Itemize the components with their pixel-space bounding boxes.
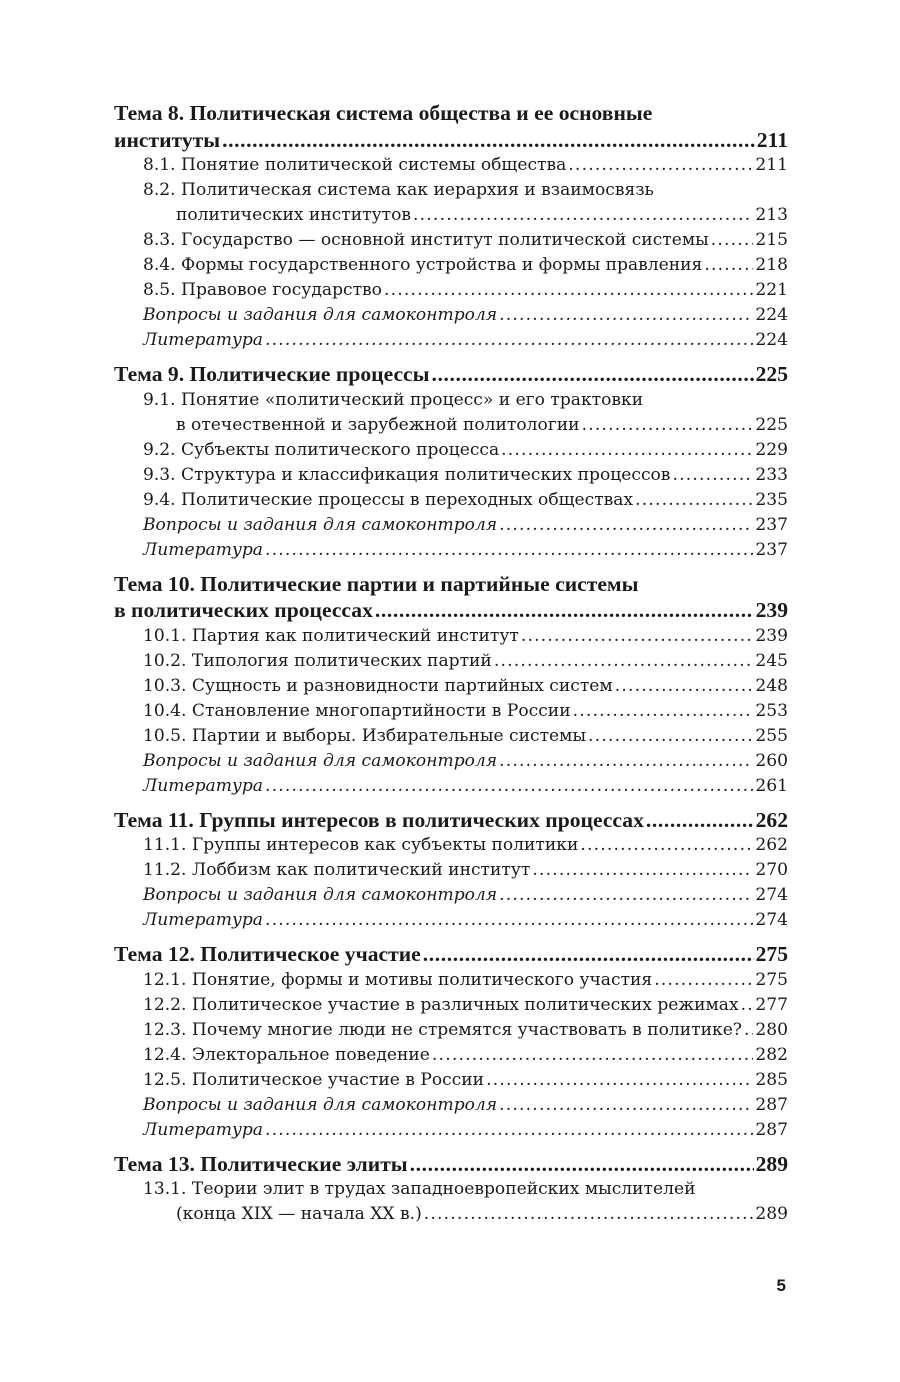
toc-entry-text: политических институтов bbox=[176, 205, 412, 225]
toc-entry-text: 12.2. Политическое участие в различных политических режимах bbox=[143, 994, 739, 1015]
toc-entry[interactable] bbox=[114, 1118, 788, 1143]
toc-page-number: 245 bbox=[755, 650, 788, 671]
toc-entry-text: 8.1. Понятие политической системы общества bbox=[143, 155, 567, 175]
toc-page-number: 237 bbox=[755, 539, 788, 560]
toc-entry[interactable] bbox=[114, 463, 788, 488]
toc-entry-text: 9.3. Структура и классификация политических процессов bbox=[143, 464, 671, 485]
toc-leader-dots bbox=[424, 1202, 754, 1227]
toc-page-number: 233 bbox=[755, 464, 788, 485]
toc-entry[interactable] bbox=[114, 178, 788, 203]
toc-entry-text: 8.2. Политическая система как иерархия и взаимосвязь bbox=[143, 180, 654, 200]
toc-theme-section bbox=[114, 808, 788, 934]
toc-entry-text: 12.4. Электоральное поведение bbox=[143, 1044, 430, 1065]
toc-page-number: 235 bbox=[755, 489, 788, 510]
toc-leader-dots bbox=[410, 1152, 754, 1178]
toc-leader-dots bbox=[265, 538, 753, 563]
toc-theme-title[interactable] bbox=[114, 362, 788, 388]
toc-entry-text: 10.5. Партии и выборы. Избирательные системы bbox=[143, 725, 587, 746]
toc-page-number: 262 bbox=[755, 807, 788, 832]
toc-entry-text: 10.3. Сущность и разновидности партийных систем bbox=[143, 675, 613, 696]
toc-theme-title[interactable] bbox=[114, 128, 788, 154]
toc-page-number: 215 bbox=[755, 230, 788, 250]
toc-leader-dots bbox=[501, 438, 753, 463]
toc-leader-dots bbox=[499, 303, 753, 328]
toc-page-number: 287 bbox=[755, 1094, 788, 1115]
toc-page-number: 289 bbox=[755, 1204, 788, 1224]
toc-entry[interactable] bbox=[114, 228, 788, 253]
toc-page-number: 261 bbox=[755, 775, 788, 796]
toc-entry-text: 8.5. Правовое государство bbox=[143, 280, 382, 300]
toc-entry-text: 11.1. Группы интересов как субъекты политики bbox=[143, 835, 579, 855]
toc-entry-text: Литература bbox=[143, 539, 263, 560]
toc-page-number: 253 bbox=[755, 700, 788, 721]
toc-entry-text: Вопросы и задания для самоконтроля bbox=[143, 514, 498, 535]
toc-page-number: 224 bbox=[755, 305, 788, 325]
toc-entry[interactable] bbox=[114, 774, 788, 799]
toc-page-number: 229 bbox=[755, 439, 788, 460]
toc-entry-text: Литература bbox=[143, 330, 263, 350]
toc-theme-title[interactable] bbox=[114, 1152, 788, 1178]
toc-entry[interactable] bbox=[114, 153, 788, 178]
toc-entry[interactable] bbox=[114, 278, 788, 303]
toc-leader-dots bbox=[711, 228, 754, 253]
toc-entry-text: 11.2. Лоббизм как политический институт bbox=[143, 860, 531, 880]
toc-page-number: 221 bbox=[755, 280, 788, 300]
toc-page-number: 275 bbox=[755, 969, 788, 990]
toc-entry-text: 12.5. Политическое участие в России bbox=[143, 1069, 485, 1090]
toc-leader-dots bbox=[672, 463, 753, 488]
toc-leader-dots bbox=[635, 488, 753, 513]
toc-theme-title[interactable] bbox=[114, 942, 788, 968]
toc-theme-text: Тема 8. Политическая система общества и ее основные bbox=[114, 101, 653, 125]
toc-entry[interactable] bbox=[114, 749, 788, 774]
toc-entry-text: 10.1. Партия как политический институт bbox=[143, 625, 519, 646]
toc-page-number: 270 bbox=[755, 860, 788, 880]
toc-entry-text: 9.1. Понятие «политический процесс» и его трактовки bbox=[143, 389, 644, 410]
toc-entry[interactable] bbox=[114, 674, 788, 699]
toc-entry-text: Литература bbox=[143, 1119, 263, 1140]
toc-leader-dots bbox=[265, 774, 753, 799]
toc-entry[interactable] bbox=[114, 908, 788, 933]
toc-page-number: 260 bbox=[755, 750, 788, 771]
toc-entry[interactable] bbox=[114, 253, 788, 278]
toc-leader-dots bbox=[265, 1118, 753, 1143]
toc-entry[interactable] bbox=[114, 388, 788, 413]
toc-page-number: 248 bbox=[755, 675, 788, 696]
toc-page-number: 213 bbox=[755, 205, 788, 225]
toc-leader-dots bbox=[704, 253, 753, 278]
toc-page-number: 277 bbox=[755, 994, 788, 1015]
toc-page-number: 275 bbox=[755, 942, 788, 966]
toc-leader-dots bbox=[499, 513, 753, 538]
toc-entry[interactable] bbox=[114, 488, 788, 513]
toc-entry[interactable] bbox=[114, 624, 788, 649]
toc-entry-text: Вопросы и задания для самоконтроля bbox=[143, 305, 498, 325]
toc-page-number: 274 bbox=[755, 910, 788, 930]
toc-page-number: 239 bbox=[755, 598, 788, 622]
toc-entry[interactable] bbox=[114, 699, 788, 724]
toc-theme-text: в политических процессах bbox=[114, 598, 373, 622]
toc-leader-dots bbox=[413, 203, 753, 228]
toc-entry[interactable] bbox=[114, 203, 788, 228]
toc-leader-dots bbox=[582, 413, 754, 438]
toc-leader-dots bbox=[532, 858, 753, 883]
toc-page-number: 225 bbox=[755, 362, 788, 386]
toc-page-number: 285 bbox=[755, 1069, 788, 1090]
toc-leader-dots bbox=[384, 278, 753, 303]
toc-entry-text: 12.1. Понятие, формы и мотивы политического участия bbox=[143, 969, 653, 990]
toc-leader-dots bbox=[588, 724, 753, 749]
toc-entry[interactable] bbox=[114, 883, 788, 908]
toc-entry[interactable] bbox=[114, 1177, 788, 1202]
toc-leader-dots bbox=[654, 968, 753, 993]
toc-entry[interactable] bbox=[114, 328, 788, 353]
toc-entry-text: 12.3. Почему многие люди не стремятся участвовать в политике? bbox=[143, 1019, 742, 1040]
toc-theme-text: Тема 12. Политическое участие bbox=[114, 942, 421, 966]
table-of-contents bbox=[114, 101, 788, 1227]
toc-leader-dots bbox=[423, 942, 754, 968]
toc-entry[interactable] bbox=[114, 649, 788, 674]
toc-theme-text: Тема 10. Политические партии и партийные системы bbox=[114, 571, 639, 596]
toc-entry[interactable] bbox=[114, 1202, 788, 1227]
toc-entry[interactable] bbox=[114, 303, 788, 328]
toc-theme-title[interactable] bbox=[114, 572, 788, 598]
toc-leader-dots bbox=[741, 993, 754, 1018]
toc-leader-dots bbox=[744, 1018, 753, 1043]
page-number: 5 bbox=[776, 1276, 786, 1295]
toc-leader-dots bbox=[646, 808, 754, 834]
toc-entry-text: 9.4. Политические процессы в переходных обществах bbox=[143, 489, 634, 510]
toc-leader-dots bbox=[568, 153, 753, 178]
toc-page-number: 224 bbox=[755, 330, 788, 350]
toc-page-number: 211 bbox=[756, 127, 788, 152]
toc-entry-text: 8.3. Государство — основной институт политической системы bbox=[143, 230, 709, 250]
toc-theme-text: Тема 9. Политические процессы bbox=[114, 362, 430, 386]
toc-page-number: 282 bbox=[755, 1044, 788, 1065]
toc-leader-dots bbox=[615, 674, 754, 699]
toc-theme-text: Тема 13. Политические элиты bbox=[114, 1151, 408, 1176]
toc-leader-dots bbox=[265, 328, 753, 353]
toc-page-number: 289 bbox=[755, 1151, 788, 1176]
toc-entry[interactable] bbox=[114, 1043, 788, 1068]
toc-theme-text: институты bbox=[114, 127, 221, 152]
toc-entry-text: Вопросы и задания для самоконтроля bbox=[143, 885, 498, 905]
toc-page-number: 225 bbox=[755, 414, 788, 435]
toc-leader-dots bbox=[222, 128, 755, 154]
toc-entry-text: 10.2. Типология политических партий bbox=[143, 650, 492, 671]
toc-entry-text: 8.4. Формы государственного устройства и формы правления bbox=[143, 255, 703, 275]
toc-leader-dots bbox=[494, 649, 754, 674]
toc-leader-dots bbox=[486, 1068, 753, 1093]
toc-entry-text: 9.2. Субъекты политического процесса bbox=[143, 439, 500, 460]
toc-page-number: 287 bbox=[755, 1119, 788, 1140]
toc-leader-dots bbox=[499, 883, 753, 908]
toc-leader-dots bbox=[521, 624, 753, 649]
toc-leader-dots bbox=[431, 362, 753, 388]
toc-theme-title[interactable] bbox=[114, 598, 788, 624]
toc-entry[interactable] bbox=[114, 413, 788, 438]
toc-page-number: 274 bbox=[755, 885, 788, 905]
toc-entry[interactable] bbox=[114, 993, 788, 1018]
toc-leader-dots bbox=[573, 699, 754, 724]
toc-entry[interactable] bbox=[114, 1018, 788, 1043]
toc-entry-text: Вопросы и задания для самоконтроля bbox=[143, 1094, 498, 1115]
toc-page-number: 218 bbox=[755, 255, 788, 275]
toc-theme-section bbox=[114, 1152, 788, 1228]
toc-entry-text: Литература bbox=[143, 775, 263, 796]
toc-entry[interactable] bbox=[114, 968, 788, 993]
toc-theme-title[interactable] bbox=[114, 101, 788, 127]
toc-leader-dots bbox=[375, 598, 754, 624]
toc-entry-text: в отечественной и зарубежной политологии bbox=[176, 414, 580, 435]
toc-page-number: 262 bbox=[755, 835, 788, 855]
toc-leader-dots bbox=[265, 908, 753, 933]
toc-entry-text: Вопросы и задания для самоконтроля bbox=[143, 750, 498, 771]
toc-leader-dots bbox=[499, 749, 753, 774]
toc-page-number: 237 bbox=[755, 514, 788, 535]
toc-leader-dots bbox=[432, 1043, 753, 1068]
toc-theme-section bbox=[114, 572, 788, 799]
toc-entry[interactable] bbox=[114, 833, 788, 858]
toc-theme-section bbox=[114, 362, 788, 563]
toc-theme-text: Тема 11. Группы интересов в политических процессах bbox=[114, 807, 644, 832]
toc-theme-section bbox=[114, 942, 788, 1143]
toc-entry[interactable] bbox=[114, 858, 788, 883]
toc-theme-section bbox=[114, 101, 788, 353]
toc-entry[interactable] bbox=[114, 438, 788, 463]
toc-leader-dots bbox=[499, 1093, 753, 1118]
toc-entry[interactable] bbox=[114, 513, 788, 538]
toc-entry[interactable] bbox=[114, 724, 788, 749]
toc-entry-text: 13.1. Теории элит в трудах западноевропейских мыслителей bbox=[143, 1179, 696, 1199]
toc-entry-text: 10.4. Становление многопартийности в России bbox=[143, 700, 571, 721]
toc-entry-text: (конца XIX — начала XX в.) bbox=[176, 1204, 422, 1224]
toc-page-number: 239 bbox=[755, 625, 788, 646]
toc-page-number: 255 bbox=[755, 725, 788, 746]
toc-entry[interactable] bbox=[114, 538, 788, 563]
toc-leader-dots bbox=[580, 833, 753, 858]
toc-entry[interactable] bbox=[114, 1093, 788, 1118]
toc-page-number: 211 bbox=[755, 155, 788, 175]
toc-entry-text: Литература bbox=[143, 910, 263, 930]
toc-entry[interactable] bbox=[114, 1068, 788, 1093]
toc-theme-title[interactable] bbox=[114, 808, 788, 834]
toc-page-number: 280 bbox=[755, 1019, 788, 1040]
